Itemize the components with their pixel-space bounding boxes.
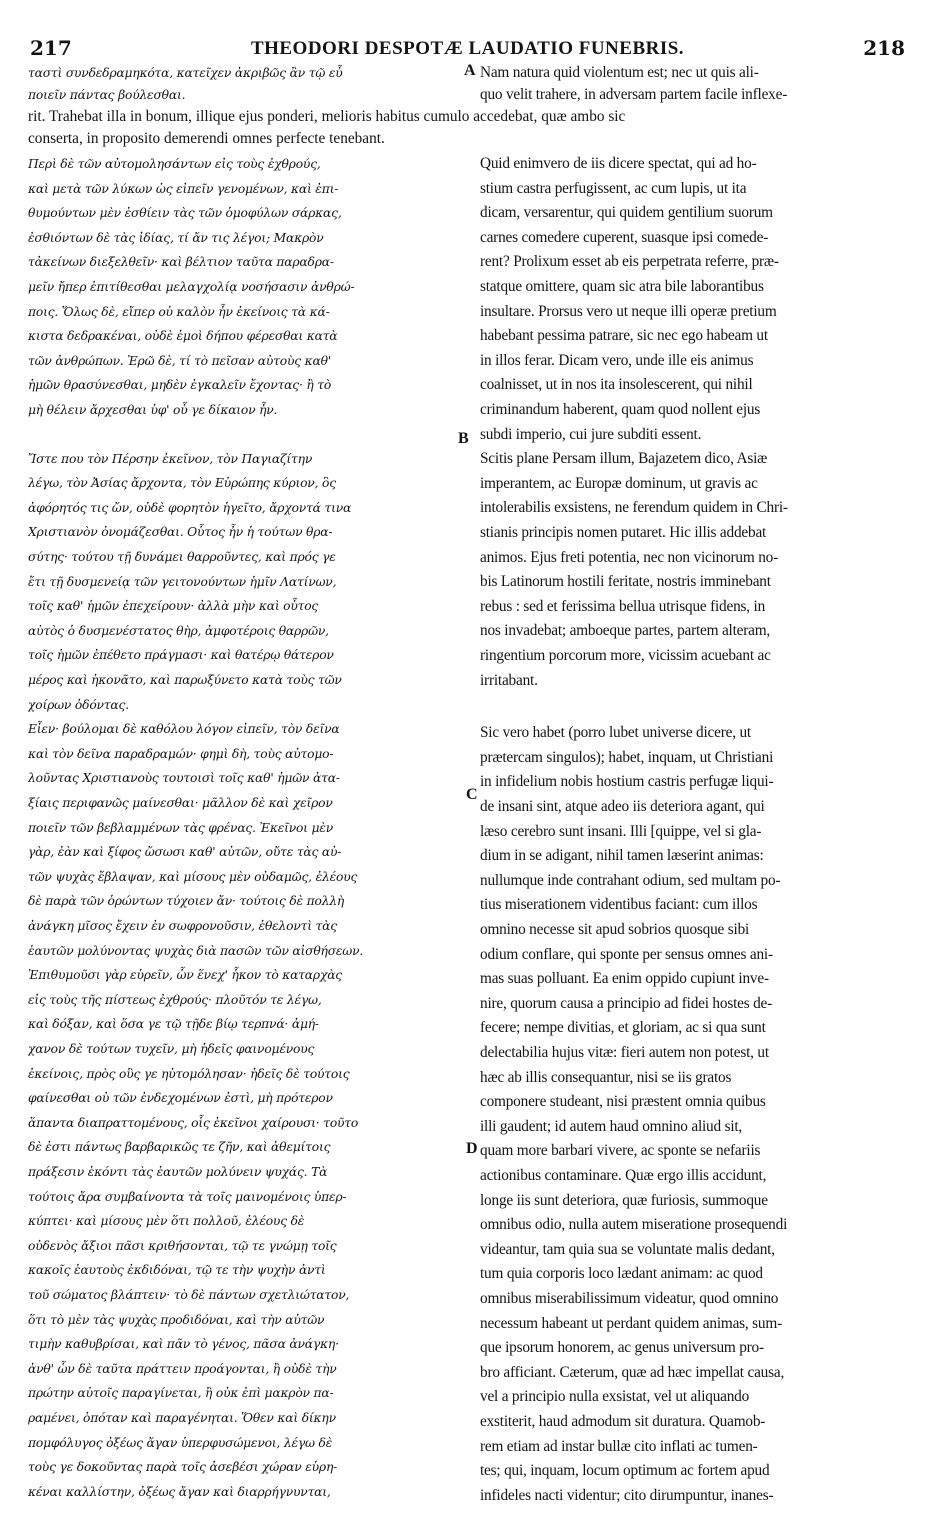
latin-text-line: subdi imperio, cui jure subditi essent. xyxy=(480,425,702,443)
latin-text-line: longe iis sunt deteriora, quæ furiosis, summoque xyxy=(480,1191,768,1209)
latin-text-line: nullumque inde contrahant odium, sed multam po- xyxy=(480,871,781,889)
latin-text-line: prætercam singulos); habet, inquam, ut Christiani xyxy=(480,748,774,766)
margin-mark-d: D xyxy=(466,1140,478,1157)
latin-text-line: Scitis plane Persam illum, Bajazetem dico, Asiæ xyxy=(480,450,768,468)
greek-text-line: λοῦντας Χριστιανοὺς τουτοισὶ τοῖς καθ' ἡμῶν ἀτα- xyxy=(28,771,340,786)
greek-text-line: τἀκείνων διεξελθεῖν· καὶ βέλτιον ταῦτα παραδρα- xyxy=(28,255,334,270)
latin-text-line: Sic vero habet (porro lubet universe dicere, ut xyxy=(480,724,751,742)
greek-text-line: πράξεσιν ἑκόντι τὰς ἑαυτῶν μολύνειν ψυχάς. Τὰ xyxy=(28,1165,328,1179)
greek-text-line: Χριστιανὸν ὀνομάζεσθαι. Οὗτος ἦν ἡ τούτων θρα- xyxy=(28,525,333,540)
greek-text-line: ξίαις περιφανῶς μαίνεσθαι· μᾶλλον δὲ καὶ χεῖρον xyxy=(28,796,333,810)
latin-text-line: dicam, versarentur, qui quidem gentilium suorum xyxy=(480,204,773,222)
margin-mark-c: C xyxy=(466,786,478,803)
latin-text-line: omnino necesse sit apud sobrios quosque sibi xyxy=(480,921,750,938)
greek-text-line: ἡμῶν θρασύνεσθαι, μηδὲν ἐγκαλεῖν ἔχοντας· ἢ τὸ xyxy=(28,378,332,393)
greek-text-line: τῶν ἀνθρώπων. Ἐρῶ δὲ, τί τὸ πεῖσαν αὐτοὺς καθ' xyxy=(28,353,331,368)
latin-text-line: ringentium porcorum more, vicissim acuebant ac xyxy=(480,647,771,664)
greek-text-line: ἅπαντα διαπραττομένους, οἷς ἐκεῖνοι χαίρουσι· τοῦτο xyxy=(28,1115,359,1130)
greek-text-line: καὶ τὸν δεῖνα παραδραμών· φημὶ δὴ, τοὺς αὐτομο- xyxy=(28,746,334,761)
latin-text-line: statque omittere, quam sic atra bile laborantibus xyxy=(480,278,764,295)
greek-text-line: εἰς τοὺς τῆς πίστεως ἐχθρούς· πλοῦτόν τε λέγω, xyxy=(28,992,322,1007)
greek-text-line: αὐτὸς ὁ δυσμενέστατος θὴρ, ἀμφοτέροις θαρρῶν, xyxy=(28,623,329,638)
greek-text-line: πρώτην αὐτοῖς παραγίνεται, ἢ οὐκ ἐπὶ μακρὸν πα- xyxy=(28,1386,334,1401)
latin-text-line: imperantem, ac Europæ dominum, ut gravis ac xyxy=(480,474,758,492)
greek-text-line: τοῦ σώματος βλάπτειν· τὸ δὲ πάντων σχετλιώτατον, xyxy=(28,1288,350,1302)
latin-top-line: quo velit trahere, in adversam partem facile inflexe- xyxy=(480,86,788,103)
latin-text-line: exstiterit, haud admodum sit duratura. Quamob- xyxy=(480,1413,766,1430)
latin-text-line: rem etiam ad instar bullæ cito inflati ac tumen- xyxy=(480,1437,758,1455)
greek-text-line: ὅτι τὸ μὲν τὰς ψυχὰς προδιδόναι, καὶ τὴν αὐτῶν xyxy=(28,1312,325,1327)
page-number-left: 217 xyxy=(30,36,72,60)
latin-text-line: nos invadebat; amboeque partes, partem alteram, xyxy=(480,622,771,640)
running-title: THEODORI DESPOTÆ LAUDATIO FUNEBRIS. xyxy=(250,38,685,59)
greek-text-line: κακοῖς ἑαυτοὺς ἐκδιδόναι, τῷ τε τὴν ψυχὴν ἀντὶ xyxy=(28,1263,326,1278)
greek-text-line: τιμὴν καθυβρίσαι, καὶ πᾶν τὸ γένος, πᾶσα ἀνάγκη· xyxy=(28,1337,339,1352)
latin-text-line: in infidelium nobis hostium castris perfugæ liqui- xyxy=(480,773,774,791)
greek-text-line: ἐσθιόντων δὲ τὰς ἰδίας, τί ἄν τις λέγοι; Μακρὸν xyxy=(28,230,324,245)
latin-text-line: carnes comedere cuperent, suasque ipsi comede- xyxy=(480,228,769,246)
greek-text-line: οὐδενὸς ἄξιοι πᾶσι κριθήσονται, τῷ τε γνώμῃ τοῖς xyxy=(28,1238,337,1253)
greek-text-line: ἐκείνοις, πρὸς οὓς γε ηὐτομόλησαν· ἡδεῖς δὲ τούτοις xyxy=(28,1066,350,1081)
latin-text-line: de insani sint, atque adeo iis deteriora agant, qui xyxy=(480,798,765,815)
greek-text-line: κέναι καλλίστην, ὀξέως ἄγαν καὶ διαρρήγνυνται, xyxy=(28,1484,331,1499)
latin-text-line: componere studeant, nisi præstent omnia quibus xyxy=(480,1093,766,1111)
latin-text-line: fecere; nempe divitias, et gloriam, ac si qua sunt xyxy=(480,1019,766,1037)
greek-top-line: ποιεῖν πάντας βούλεσθαι. xyxy=(28,88,186,102)
latin-text-line: rent? Prolixum esset ab eis perpetrata referre, præ- xyxy=(480,253,779,271)
greek-text-line: πομφόλυγος ὀξέως ἄγαν ὑπερφυσώμενοι, λέγω δὲ xyxy=(28,1435,333,1450)
latin-text-line: que ipsorum honorem, ac genus universum pro- xyxy=(480,1339,764,1357)
latin-text-line: criminandum haberent, quam quod nollent ejus xyxy=(480,401,761,418)
latin-top-line: Nam natura quid violentum est; nec ut quis ali- xyxy=(480,64,759,81)
greek-text-line: Περὶ δὲ τῶν αὐτομολησάντων εἰς τοὺς ἐχθρούς, xyxy=(28,157,321,171)
greek-text-line: ποιεῖν τῶν βεβλαμμένων τὰς φρένας. Ἐκεῖνοι μὲν xyxy=(28,820,333,835)
latin-text-line: mas suas polluant. Ea enim oppido cupiunt inve- xyxy=(480,970,769,988)
latin-text-line: bis Latinorum hostili feritate, nostris imminebant xyxy=(480,573,771,591)
greek-text-line: Ἴστε που τὸν Πέρσην ἐκεῖνον, τὸν Παγιαζίτην xyxy=(28,451,313,466)
latin-text-line: stium castra perfugissent, ac cum lupis, ut ita xyxy=(480,179,747,197)
latin-text-line: rebus : sed et ferissima bellua utrisque fidens, in xyxy=(480,597,766,615)
full-width-line: rit. Trahebat illa in bonum, illique ejus ponderi, melioris habitus cumulo accedebat, quæ ambo sic xyxy=(28,108,626,125)
greek-text-line: τοῖς ἡμῶν ἐπέθετο πράγμασι· καὶ θατέρῳ θάτερον xyxy=(28,648,334,663)
greek-text-line: χοίρων ὀδόντας. xyxy=(28,697,129,712)
greek-text-line: ἀνθ' ὧν δὲ ταῦτα πράττειν προάγονται, ἢ οὐδὲ τὴν xyxy=(28,1361,337,1376)
greek-text-line: τούτοις ἄρα συμβαίνοντα τὰ τοῖς μαινομένοις ὑπερ- xyxy=(28,1189,347,1204)
page-number-right: 218 xyxy=(863,36,905,60)
greek-text-line: κύπτει· καὶ μίσους μὲν ὅτι πολλοῦ, ἐλέους δὲ xyxy=(28,1214,305,1229)
greek-text-line: ραμένει, ὁπόταν καὶ παραγένηται. Ὅθεν καὶ δίκην xyxy=(28,1411,336,1425)
greek-text-line: λέγω, τὸν Ἀσίας ἄρχοντα, τὸν Εὐρώπης κύριον, ὃς xyxy=(28,476,336,491)
greek-text-line: τοὺς γε δοκοῦντας παρὰ τοῖς ἀσεβέσι χώραν εὑρη- xyxy=(28,1460,338,1475)
latin-text-line: in illos ferar. Dicam vero, unde ille eis animus xyxy=(480,351,754,369)
latin-text-line: animos. Ejus freti potentia, nec non vicinorum no- xyxy=(480,548,778,566)
margin-mark-a: A xyxy=(464,62,476,79)
latin-text-line: læso cerebro sunt insani. Illi [quippe, vel si gla- xyxy=(480,822,762,840)
full-width-line: conserta, in proposito demerendi omnes perfecte tenebant. xyxy=(28,130,385,147)
latin-text-line: omnibus miserabilissimum videatur, quod omnino xyxy=(480,1290,779,1307)
greek-text-line: ἑαυτῶν μολύνοντας ψυχὰς διὰ πασῶν τῶν αἰσθήσεων. xyxy=(28,943,364,958)
greek-text-line: κιστα δεδρακέναι, οὐδὲ ἐμοὶ δήπου φέρεσθαι κατὰ xyxy=(28,329,338,344)
latin-text-line: bro afficiant. Cæterum, quæ ad hæc impellat causa, xyxy=(480,1363,785,1381)
greek-text-line: δὲ παρὰ τῶν ὁρώντων τύχοιεν ἄν· τούτοις δὲ πολλὴ xyxy=(28,894,345,909)
greek-text-line: ποις. Ὅλως δὲ, εἴπερ οὐ καλὸν ἦν ἐκείνοις τὰ κά- xyxy=(28,304,330,319)
latin-text-line: tum quia corporis loco lædant animam: ac quod xyxy=(480,1265,763,1283)
latin-text-line: delectabilia hujus vitæ: fieri autem non potest, ut xyxy=(480,1044,769,1061)
latin-text-line: necessum habeant ut perdant quidem animas, sum- xyxy=(480,1314,782,1332)
margin-mark-b: B xyxy=(458,430,469,447)
latin-text-line: Quid enimvero de iis dicere spectat, qui ad ho- xyxy=(480,155,757,172)
latin-text-line: nire, quorum causa a principio ad fidei hostes de- xyxy=(480,994,773,1012)
greek-text-line: σύτης· τούτου τῇ δυνάμει θαρροῦντες, καὶ πρός γε xyxy=(28,550,336,564)
greek-text-line: δὲ ἐστι πάντως βαρβαρικῶς τε ζῆν, καὶ ἀθεμίτοις xyxy=(28,1140,331,1155)
greek-text-line: θυμούντων μὲν ἐσθίειν τὰς τῶν ὁμοφύλων σάρκας, xyxy=(28,206,342,221)
greek-text-line: τῶν ψυχὰς ἔβλαψαν, καὶ μίσους μὲν οὐδαμῶς, ἐλέους xyxy=(28,869,358,884)
greek-text-line: ἀνάγκη μῖσος ἔχειν ἐν σωφρονοῦσιν, ἐθελοντὶ τὰς xyxy=(28,919,337,933)
greek-text-line: Εἶεν· βούλομαι δὲ καθόλου λόγον εἰπεῖν, τὸν δεῖνα xyxy=(28,722,340,737)
latin-text-line: insultare. Prorsus vero ut neque illi operæ pretium xyxy=(480,302,777,320)
greek-text-line: μὴ θέλειν ἄρχεσθαι ὑφ' οὗ γε δίκαιον ἦν. xyxy=(28,403,278,417)
greek-text-line: καὶ δόξαν, καὶ ὅσα γε τῷ τῇδε βίῳ τερπνά· ἀμή- xyxy=(28,1017,319,1032)
latin-text-line: videantur, tam quia sua se voluntate malis dedant, xyxy=(480,1240,775,1258)
latin-text-line: infideles nacti videntur; cito dirumpuntur, inanes- xyxy=(480,1486,774,1504)
greek-text-line: χανον δὲ τούτων τυχεῖν, μὴ ἡδεῖς φαινομένους xyxy=(28,1042,315,1056)
greek-text-line: φαίνεσθαι οὐ τῶν ἐνδεχομένων ἐστὶ, μὴ πρότερον xyxy=(28,1091,333,1106)
latin-text-line: dium in se adigant, nihil tamen læserint animas: xyxy=(480,847,764,865)
latin-text-line: habebant pessima patrare, sic nec ego habeam ut xyxy=(480,327,768,345)
greek-text-line: μέρος καὶ ἠκονᾶτο, καὶ παρωξύνετο κατὰ τοὺς τῶν xyxy=(28,673,342,687)
greek-text-line: καὶ μετὰ τῶν λύκων ὡς εἰπεῖν γενομένων, καὶ ἐπι- xyxy=(28,181,339,196)
latin-text-line: tius miserationem videntibus faciant: cum illos xyxy=(480,896,758,914)
greek-text-line: γὰρ, ἐὰν καὶ ξίφος ὤσωσι καθ' αὐτῶν, οὔτε τὰς αὐ- xyxy=(28,845,342,860)
latin-text-line: illi gaudent; id autem haud omnino aliud sit, xyxy=(480,1117,743,1135)
latin-text-line: intolerabilis exsistens, ne ferendum quidem in Chri- xyxy=(480,499,788,517)
greek-text-line: τοῖς καθ' ἡμῶν ἐπεχείρουν· ἀλλὰ μὴν καὶ οὗτος xyxy=(28,599,319,614)
greek-text-line: ἀφόρητός τις ὤν, οὐδὲ φορητὸν ἡγεῖτο, ἄρχοντά τινα xyxy=(28,500,352,515)
greek-top-line: ταστὶ συνδεδραμηκότα, κατεῖχεν ἀκριβῶς ἂν τῷ εὖ xyxy=(28,66,343,80)
latin-text-line: coalnisset, ut in nos ita insolescerent, qui nihil xyxy=(480,376,753,394)
latin-text-line: irritabant. xyxy=(480,671,538,689)
latin-text-line: vel a principio nulla exsistat, vel ut aliquando xyxy=(480,1388,750,1406)
latin-text-line: quam more barbari vivere, ac sponte se nefariis xyxy=(480,1142,761,1160)
latin-text-line: omnibus odio, nulla autem miseratione prosequendi xyxy=(480,1216,788,1234)
latin-text-line: odium conflare, qui sponte per sensus omnes ani- xyxy=(480,945,773,963)
greek-text-line: μεῖν ἤπερ ἐπιτίθεσθαι μελαγχολίᾳ νοσήσασιν ἀνθρώ- xyxy=(28,280,355,294)
latin-text-line: tes; qui, inquam, locum optimum ac fortem apud xyxy=(480,1462,770,1480)
latin-text-line: stianis principis nomen putaret. Hic illis addebat xyxy=(480,524,767,541)
latin-text-line: hæc ab illis consequantur, nisi se iis gratos xyxy=(480,1068,732,1086)
latin-text-line: actionibus contaminare. Quæ ergo illis accidunt, xyxy=(480,1167,767,1184)
greek-text-line: Ἐπιθυμοῦσι γὰρ εὑρεῖν, ὧν ἕνεχ' ἧκον τὸ καταρχὰς xyxy=(28,968,342,983)
running-header xyxy=(30,36,905,58)
greek-text-line: ἔτι τῇ δυσμενείᾳ τῶν γειτονούντων ἡμῖν Λατίνων, xyxy=(28,574,337,589)
